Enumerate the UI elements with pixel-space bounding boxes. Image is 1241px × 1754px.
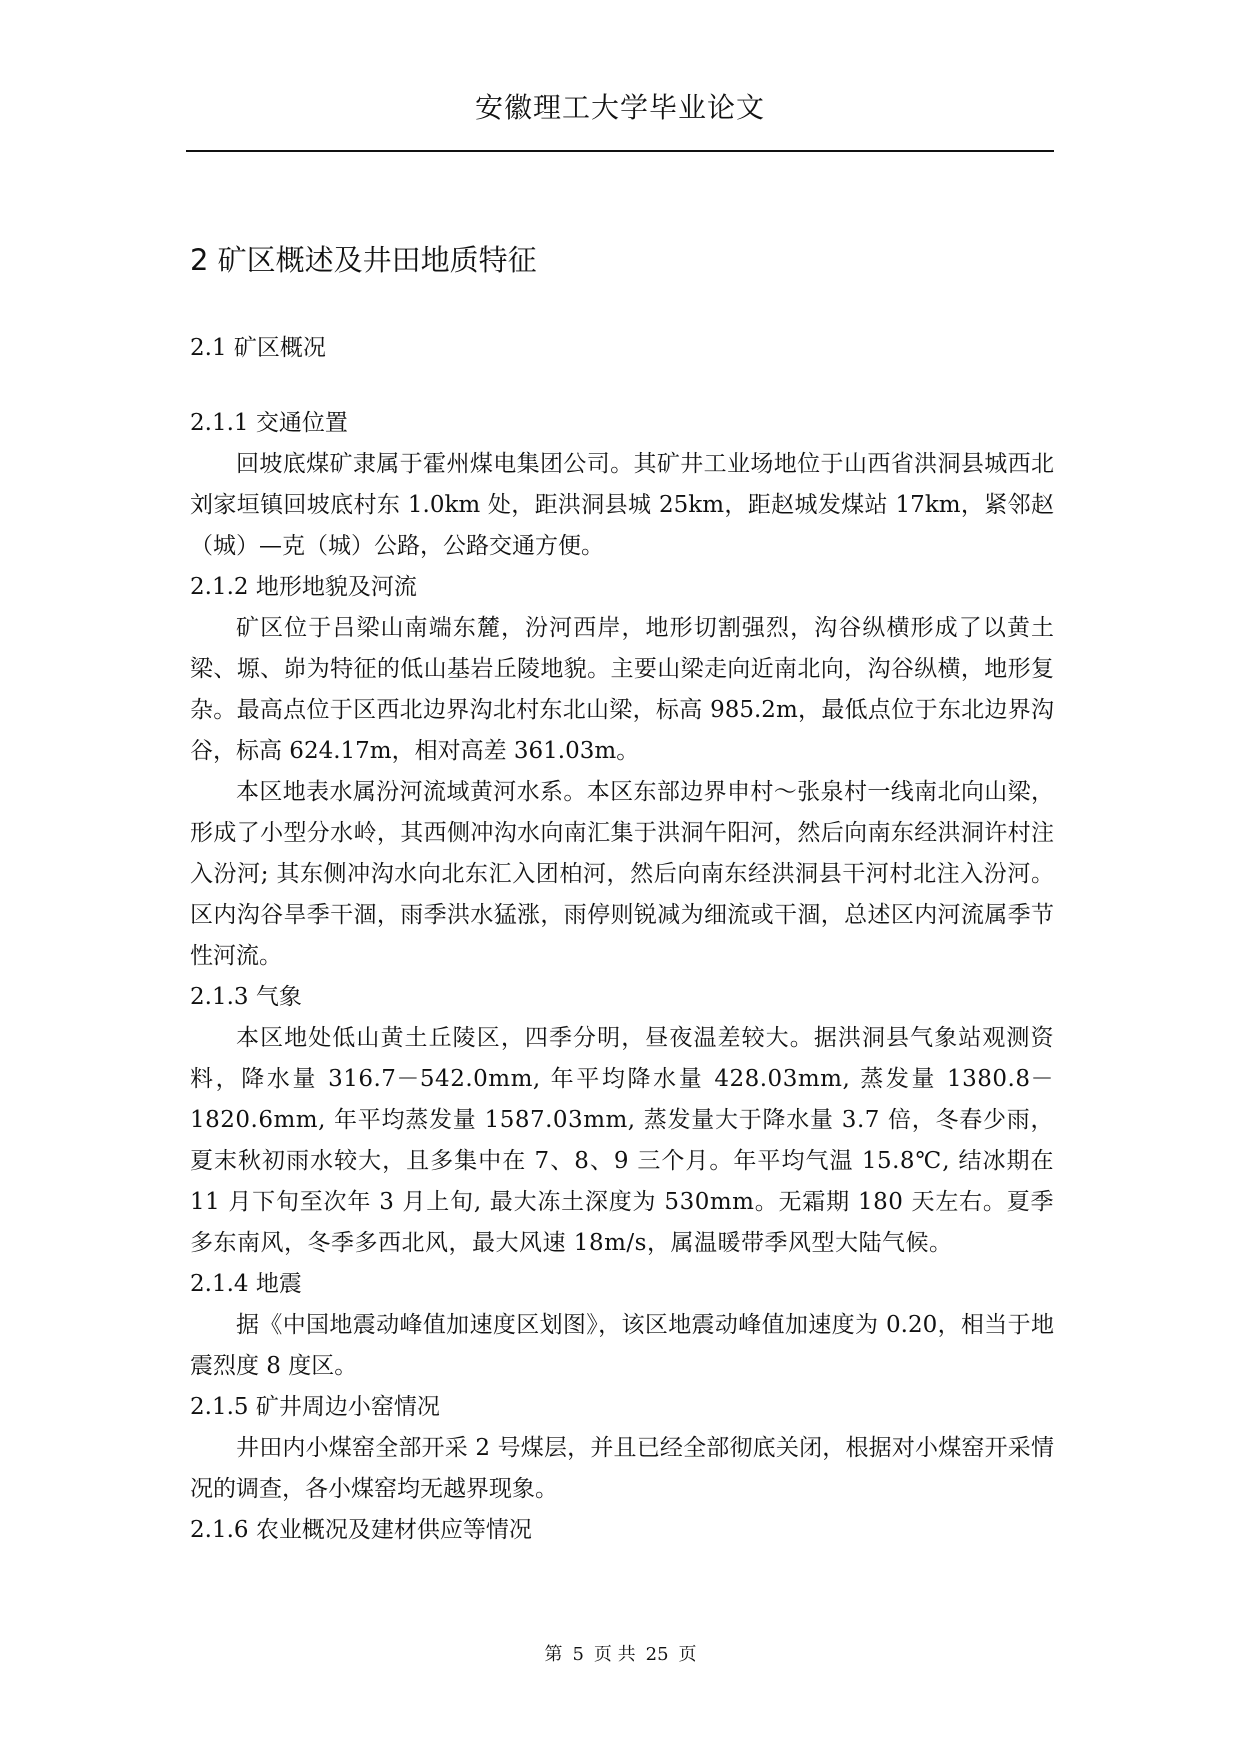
footer-suffix: 页	[678, 1644, 697, 1665]
subsection-title-earthquake: 2.1.4 地震	[190, 1271, 302, 1297]
paragraph-earthquake: 据《中国地震动峰值加速度区划图》，该区地震动峰值加速度为 0.20，相当于地震烈度 8 度区。	[190, 1312, 1054, 1379]
paragraph-terrain: 矿区位于吕梁山南端东麓，汾河西岸，地形切割强烈，沟谷纵横形成了以黄土梁、塬、峁为特征的低山基岩丘陵地貌。主要山梁走向近南北向，沟谷纵横，地形复杂。最高点位于区西北边界沟北村东北山梁，标高 985.2m，最低点位于东北边界沟谷，标高 624.17m，相对高差 361.03m。	[190, 615, 1054, 764]
subsection-title-transport: 2.1.1 交通位置	[190, 410, 348, 436]
running-header: 安徽理工大学毕业论文	[474, 91, 765, 124]
page-footer	[0, 1640, 1241, 1666]
paragraph-transport: 回坡底煤矿隶属于霍州煤电集团公司。其矿井工业场地位于山西省洪洞县城西北刘家垣镇回坡底村东 1.0km 处，距洪洞县城 25km，距赵城发煤站 17km，紧邻赵（城）—克（城）公路，公路交通方便。	[190, 451, 1054, 559]
paragraph-climate: 本区地处低山黄土丘陵区，四季分明，昼夜温差较大。据洪洞县气象站观测资料，降水量 316.7－542.0mm, 年平均降水量 428.03mm, 蒸发量 1380.8－1820.6mm, 年平均蒸发量 1587.03mm, 蒸发量大于降水量 3.7 倍，冬春少雨，夏末秋初雨水较大，且多集中在 7、8、9 三个月。年平均气温 15.8℃, 结冰期在 11 月下旬至次年 3 月上旬, 最大冻土深度为 530mm。无霜期 180 天左右。夏季多东南风，冬季多西北风，最大风速 18m/s，属温暖带季风型大陆气候。	[190, 1025, 1054, 1256]
section-title: 2.1 矿区概况	[190, 335, 326, 361]
footer-mid: 页 共	[593, 1644, 636, 1665]
subsection-title-climate: 2.1.3 气象	[190, 984, 302, 1010]
footer-page-number: 5	[572, 1644, 584, 1665]
chapter-title: 2 矿区概述及井田地质特征	[190, 243, 537, 277]
header-divider	[186, 150, 1054, 152]
footer-prefix: 第	[544, 1644, 563, 1665]
body-content	[190, 240, 1054, 1551]
subsection-title-agriculture: 2.1.6 农业概况及建材供应等情况	[190, 1517, 532, 1543]
paragraph-rivers: 本区地表水属汾河流域黄河水系。本区东部边界申村～张泉村一线南北向山梁，形成了小型分水岭，其西侧冲沟水向南汇集于洪洞午阳河，然后向南东经洪洞许村注入汾河; 其东侧冲沟水向北东汇入团柏河，然后向南东经洪洞县干河村北注入汾河。区内沟谷旱季干涸，雨季洪水猛涨，雨停则锐减为细流或干涸，总述区内河流属季节性河流。	[190, 779, 1054, 969]
footer-total-pages: 25	[645, 1644, 669, 1665]
subsection-title-terrain: 2.1.2 地形地貌及河流	[190, 574, 417, 600]
subsection-title-small-mines: 2.1.5 矿井周边小窑情况	[190, 1394, 440, 1420]
paragraph-small-mines: 井田内小煤窑全部开采 2 号煤层，并且已经全部彻底关闭，根据对小煤窑开采情况的调查，各小煤窑均无越界现象。	[190, 1435, 1054, 1502]
